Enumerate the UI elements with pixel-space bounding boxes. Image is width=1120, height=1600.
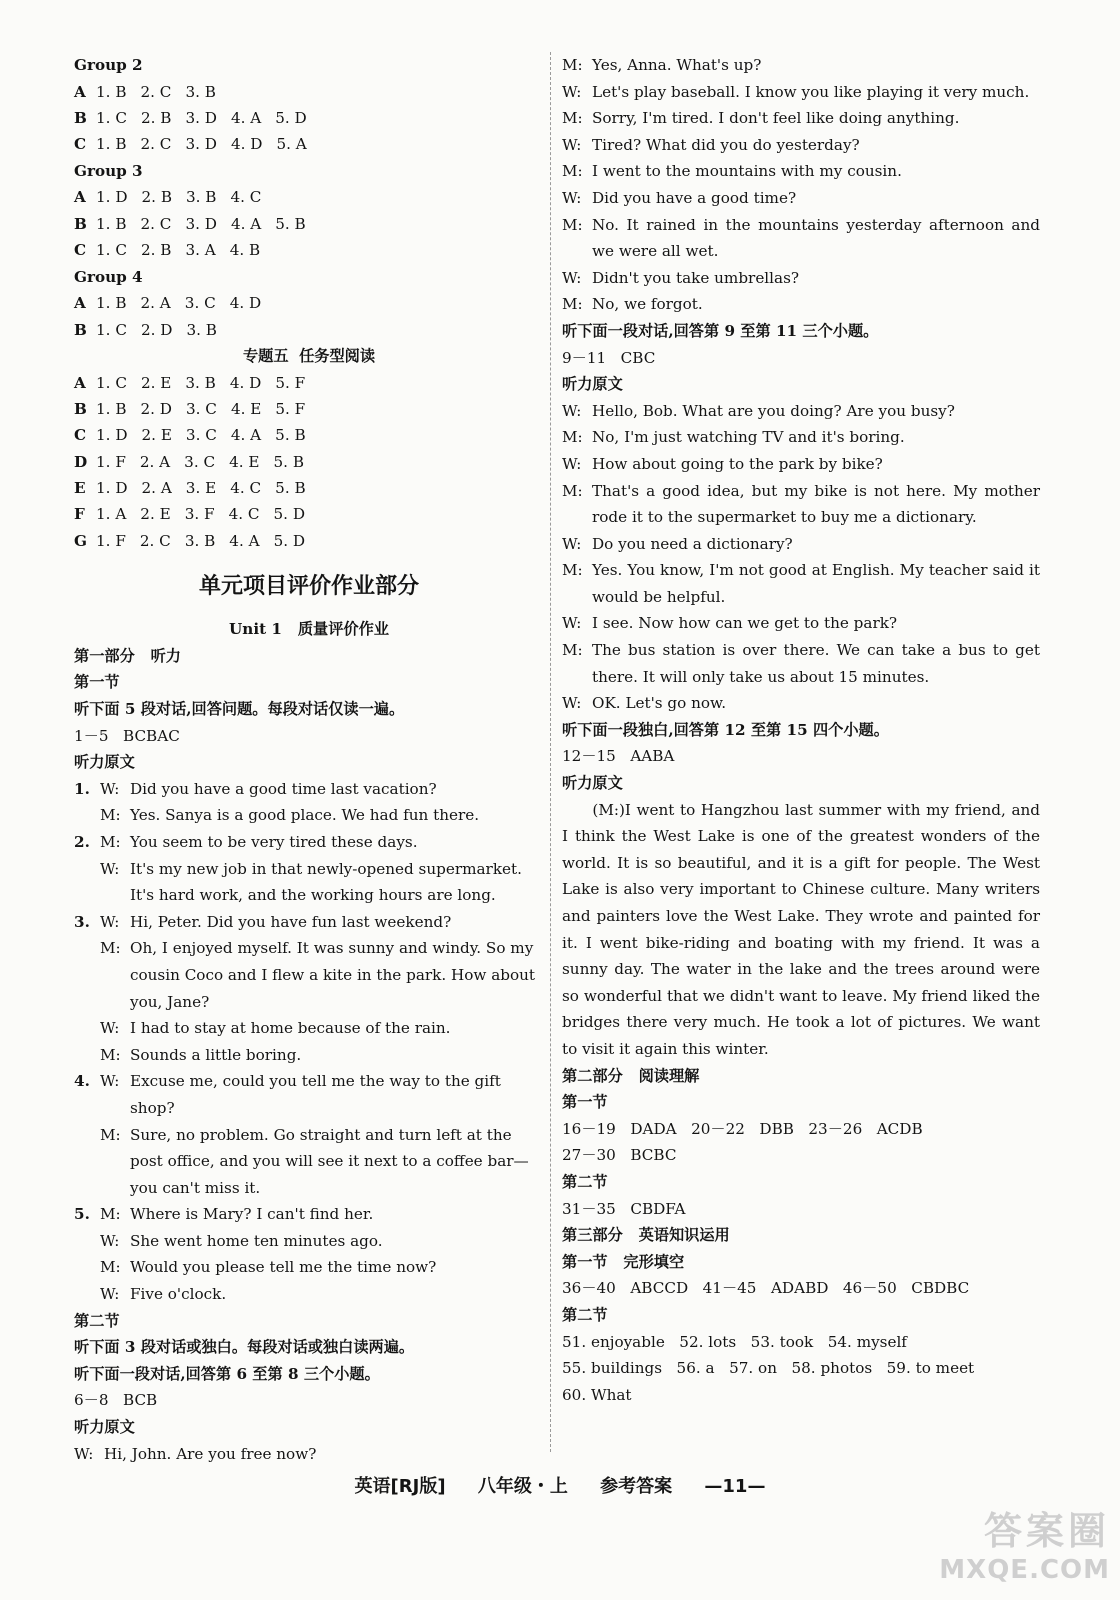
answer-item: 4. D xyxy=(230,135,263,154)
row-key: C xyxy=(74,426,87,445)
speech: She went home ten minutes ago. xyxy=(130,1231,383,1250)
row-key: A xyxy=(74,188,86,207)
indent xyxy=(74,802,100,829)
answer-item: 4. C xyxy=(230,479,262,498)
part-heading: 第三部分 英语知识运用 xyxy=(562,1226,730,1245)
answer-item: 2. C xyxy=(140,135,172,154)
section-heading: 第二节 xyxy=(562,1172,608,1191)
speech: Hello, Bob. What are you doing? Are you busy? xyxy=(592,401,955,420)
dialogue-line xyxy=(74,802,544,829)
speech: No. It rained in the mountains yesterday afternoon and we were all wet. xyxy=(592,215,1040,261)
instruction: 听下面 3 段对话或独白。每段对话或独白读两遍。 xyxy=(74,1338,415,1357)
dialogue-number: 3. xyxy=(74,912,90,931)
speech: OK. Let's go now. xyxy=(592,694,727,713)
dialogue-line xyxy=(562,451,1040,478)
answer-item: 3. D xyxy=(185,214,217,233)
answer-item: 4. A xyxy=(230,214,262,233)
topic-answers xyxy=(74,370,544,555)
speech: It's my new job in that newly-opened supermarket. It's hard work, and the working hours are long. xyxy=(130,859,522,905)
dialogue-line xyxy=(74,1441,544,1468)
answer-item: 5. D xyxy=(273,505,306,524)
speech: You seem to be very tired these days. xyxy=(130,832,418,851)
speaker: W: xyxy=(100,1285,120,1304)
dialogue-line xyxy=(562,424,1040,451)
speech: Sorry, I'm tired. I don't feel like doing anything. xyxy=(592,109,960,128)
answer-row xyxy=(74,528,544,554)
speaker: W: xyxy=(100,1019,120,1038)
dialogue-line xyxy=(562,690,1040,717)
answer-item: 4. C xyxy=(228,505,260,524)
footer-grade: 八年级・上 xyxy=(477,1476,568,1497)
speech: Yes, Anna. What's up? xyxy=(592,56,762,74)
answer-item: 3. B xyxy=(185,373,216,392)
speech: Let's play baseball. I know you like playing it very much. xyxy=(592,82,1030,101)
answer-item: 2. B xyxy=(141,188,172,207)
answer-row xyxy=(74,370,544,396)
answer-row xyxy=(74,131,544,157)
answer-item: 1. B xyxy=(96,399,127,418)
speaker: W: xyxy=(562,534,582,553)
dialogue-line xyxy=(562,265,1040,292)
answer-row xyxy=(74,211,544,237)
dialogue-line xyxy=(562,79,1040,106)
section-heading: 第二节 xyxy=(562,1305,608,1324)
speech: Do you need a dictionary? xyxy=(592,534,793,553)
answer-item: 5. A xyxy=(276,135,307,154)
answer-item: 2. A xyxy=(141,479,172,498)
part-heading: 第一部分 听力 xyxy=(74,646,181,665)
row-key: A xyxy=(74,373,86,392)
answer-item: 2. A xyxy=(140,294,171,313)
answer-line: 31－35 CBDFA xyxy=(562,1199,686,1218)
dialogue-number: 5. xyxy=(74,1205,90,1224)
answer-item: 2. A xyxy=(139,452,171,471)
answer-item: 3. B xyxy=(185,188,217,207)
row-key: C xyxy=(74,241,87,260)
speaker: M: xyxy=(100,832,121,851)
speaker: M: xyxy=(100,1205,121,1224)
answer-row xyxy=(74,79,544,105)
dialogue-line xyxy=(562,610,1040,637)
watermark-line1: 答案圈 xyxy=(983,1509,1110,1553)
group-title: Group 3 xyxy=(74,161,143,180)
speaker: M: xyxy=(562,295,583,314)
row-key: E xyxy=(74,479,86,498)
speech: Hi, Peter. Did you have fun last weekend? xyxy=(130,912,452,931)
answer-item: 2. D xyxy=(140,399,172,418)
answer-item: 4. D xyxy=(229,373,262,392)
answer-item: 1. D xyxy=(96,479,128,498)
answer-item: 3. F xyxy=(184,505,215,524)
watermark-line2: MXQE.COM xyxy=(939,1555,1110,1585)
answer-item: 2. C xyxy=(140,214,172,233)
dialogue-line xyxy=(74,909,544,936)
indent xyxy=(74,1228,100,1255)
instruction: 听下面一段对话,回答第 6 至第 8 三个小题。 xyxy=(74,1364,380,1383)
footer-subject: 英语[RJ版] xyxy=(354,1476,446,1497)
answer-line: 9－11 CBC xyxy=(562,348,656,367)
speech: Didn't you take umbrellas? xyxy=(592,268,800,287)
speaker: W: xyxy=(562,135,582,154)
speaker: W: xyxy=(562,694,582,713)
dialogue-line xyxy=(562,52,1040,79)
instruction: 听下面一段独白,回答第 12 至第 15 四个小题。 xyxy=(562,720,889,739)
row-key: A xyxy=(74,294,86,313)
speech: Sure, no problem. Go straight and turn left at the post office, and you will see it next to a coffee bar—you can't miss it. xyxy=(130,1125,529,1197)
dialogue-line xyxy=(562,291,1040,318)
answer-item: 2. D xyxy=(140,320,173,339)
speaker: W: xyxy=(562,82,582,101)
answer-item: 1. C xyxy=(96,241,127,260)
indent xyxy=(74,1254,100,1281)
dialogue-line xyxy=(562,105,1040,132)
answer-item: 4. B xyxy=(229,241,261,260)
section-heading: 第一节 完形填空 xyxy=(562,1252,685,1271)
speaker: W: xyxy=(100,1072,120,1091)
answer-row xyxy=(74,422,544,448)
listening-label: 听力原文 xyxy=(562,375,623,394)
speaker: W: xyxy=(562,268,582,287)
answer-item: 4. A xyxy=(230,108,262,127)
answer-line: 36－40 ABCCD 41－45 ADABD 46－50 CBDBC xyxy=(562,1279,970,1298)
speaker: W: xyxy=(74,1444,94,1463)
answer-item: 1. B xyxy=(96,214,127,233)
answer-item: 5. B xyxy=(275,426,306,445)
speech: Yes. You know, I'm not good at English. My teacher said it would be helpful. xyxy=(592,561,1040,606)
speech: I had to stay at home because of the rain. xyxy=(130,1019,451,1038)
answer-item: 2. C xyxy=(139,531,171,550)
speaker: M: xyxy=(100,1045,121,1064)
speaker: M: xyxy=(562,641,583,660)
instruction: 听下面一段对话,回答第 9 至第 11 三个小题。 xyxy=(562,321,879,340)
answer-line: 51. enjoyable 52. lots 53. took 54. myself xyxy=(562,1332,907,1351)
dialogue-line xyxy=(74,829,544,856)
dialogue-line xyxy=(74,1068,544,1121)
answer-groups xyxy=(74,52,544,343)
dialogue-line xyxy=(562,212,1040,265)
speech: That's a good idea, but my bike is not here. My mother rode it to the supermarket to buy me a dictionary. xyxy=(592,481,1040,527)
answer-item: 1. D xyxy=(96,188,128,207)
answer-item: 3. C xyxy=(185,426,217,445)
answer-item: 5. F xyxy=(275,399,306,418)
dialogue-line xyxy=(562,557,1040,610)
listening-label: 听力原文 xyxy=(562,774,623,793)
dialogue-line xyxy=(74,1281,544,1308)
row-key: B xyxy=(74,320,87,339)
unit-title: Unit 1 质量评价作业 xyxy=(229,620,389,639)
answer-item: 1. F xyxy=(96,452,126,471)
answer-item: 3. D xyxy=(185,108,217,127)
answer-row xyxy=(74,237,544,263)
speech: Hi, John. Are you free now? xyxy=(104,1444,317,1463)
speech: Would you please tell me the time now? xyxy=(130,1258,437,1277)
dialogue-line xyxy=(74,1042,544,1069)
dialogue-line xyxy=(74,856,544,909)
answer-item: 4. E xyxy=(230,399,262,418)
answer-item: 3. C xyxy=(184,452,216,471)
dialogue-line xyxy=(74,1254,544,1281)
dialogue-line xyxy=(74,1015,544,1042)
answer-item: 2. C xyxy=(140,82,172,101)
dialogue-line xyxy=(562,637,1040,690)
answer-item: 3. C xyxy=(184,294,216,313)
row-key: C xyxy=(74,135,87,154)
listening-label: 听力原文 xyxy=(74,753,135,772)
answer-item: 5. D xyxy=(275,108,307,127)
speech: Tired? What did you do yesterday? xyxy=(592,135,860,154)
answer-row xyxy=(74,105,544,131)
answer-item: 1. B xyxy=(96,135,127,154)
answer-item: 1. C xyxy=(96,108,127,127)
indent xyxy=(74,935,100,1015)
speaker: M: xyxy=(100,806,121,825)
answer-item: 1. B xyxy=(96,82,127,101)
speaker: W: xyxy=(562,454,582,473)
answer-item: 3. A xyxy=(185,241,216,260)
left-column xyxy=(74,52,544,1467)
dialogue-line xyxy=(562,531,1040,558)
speaker: M: xyxy=(562,215,583,234)
dialogue-line xyxy=(74,935,544,1015)
answer-item: 2. B xyxy=(140,108,172,127)
answer-row xyxy=(74,290,544,316)
answer-row xyxy=(74,184,544,210)
dialogue-line xyxy=(562,132,1040,159)
speaker: M: xyxy=(562,56,583,74)
row-key: G xyxy=(74,531,87,550)
dialogue-block xyxy=(562,52,1040,318)
answer-row xyxy=(74,475,544,501)
speaker: M: xyxy=(562,481,583,500)
answer-line: 6－8 BCB xyxy=(74,1391,158,1410)
answer-row xyxy=(74,317,544,343)
answer-line: 12－15 AABA xyxy=(562,747,675,766)
speaker: M: xyxy=(100,1258,121,1277)
column-divider xyxy=(550,52,551,1452)
row-key: D xyxy=(74,452,88,471)
dialogue-line xyxy=(562,398,1040,425)
dialogue-number: 1. xyxy=(74,779,90,798)
speaker: M: xyxy=(100,939,121,958)
answer-item: 1. C xyxy=(96,320,127,339)
speaker: W: xyxy=(100,859,120,878)
speaker: M: xyxy=(562,109,583,128)
answer-item: 3. B xyxy=(186,320,217,339)
row-key: F xyxy=(74,505,85,524)
dialogue-line xyxy=(74,1122,544,1202)
answer-item: 4. A xyxy=(229,531,260,550)
section-title: 单元项目评价作业部分 xyxy=(198,574,419,600)
answer-line: 55. buildings 56. a 57. on 58. photos 59. to meet xyxy=(562,1359,975,1378)
answer-line: 1－5 BCBAC xyxy=(74,726,180,745)
speech: Excuse me, could you tell me the way to the gift shop? xyxy=(130,1072,501,1117)
answer-item: 5. B xyxy=(275,479,306,498)
speech: Five o'clock. xyxy=(130,1285,227,1304)
answer-item: 5. B xyxy=(275,214,306,233)
answer-item: 1. D xyxy=(96,426,128,445)
speaker: W: xyxy=(562,188,582,207)
answer-row xyxy=(74,449,544,475)
answer-item: 3. B xyxy=(185,82,216,101)
dialogue-line xyxy=(562,158,1040,185)
answer-item: 3. E xyxy=(185,479,217,498)
row-key: B xyxy=(74,214,87,233)
answer-item: 4. D xyxy=(229,294,262,313)
speech: Where is Mary? I can't find her. xyxy=(130,1205,374,1224)
speaker: W: xyxy=(100,779,120,798)
answer-item: 1. C xyxy=(96,373,127,392)
answer-item: 3. C xyxy=(185,399,217,418)
dialogues xyxy=(74,776,544,1308)
answer-item: 4. E xyxy=(229,452,260,471)
speaker: M: xyxy=(562,162,583,181)
answer-line: 16－19 DADA 20－22 DBB 23－26 ACDB xyxy=(562,1119,923,1138)
answer-item: 2. E xyxy=(141,426,172,445)
answer-item: 5. D xyxy=(273,531,306,550)
speech: Yes. Sanya is a good place. We had fun there. xyxy=(130,806,480,825)
speech: I went to the mountains with my cousin. xyxy=(592,162,902,181)
dialogue-number: 2. xyxy=(74,832,90,851)
dialogue-line xyxy=(74,1201,544,1228)
row-key: A xyxy=(74,82,86,101)
page-number: —11— xyxy=(704,1476,766,1497)
answer-item: 1. F xyxy=(96,531,126,550)
answer-row xyxy=(74,396,544,422)
speech: I see. Now how can we get to the park? xyxy=(592,614,898,633)
speech: No, we forgot. xyxy=(592,295,703,314)
part-heading: 第二部分 阅读理解 xyxy=(562,1066,700,1085)
answer-line: 60. What xyxy=(562,1385,632,1404)
right-column xyxy=(562,52,1040,1408)
answer-line: 27－30 BCBC xyxy=(562,1146,677,1165)
speech: No, I'm just watching TV and it's boring. xyxy=(592,428,905,447)
speaker: W: xyxy=(100,912,120,931)
answer-row xyxy=(74,501,544,527)
topic-title: 专题五 任务型阅读 xyxy=(242,346,376,365)
speech: Oh, I enjoyed myself. It was sunny and windy. So my cousin Coco and I flew a kite in the park. How about you, Jane? xyxy=(130,939,536,1011)
dialogue-line xyxy=(562,185,1040,212)
speech: The bus station is over there. We can take a bus to get there. It will only take us about 15 minutes. xyxy=(592,641,1040,686)
instruction: 听下面 5 段对话,回答问题。每段对话仅读一遍。 xyxy=(74,700,405,719)
answer-item: 4. C xyxy=(230,188,262,207)
dialogue-line xyxy=(562,478,1040,531)
section-heading: 第二节 xyxy=(74,1311,120,1330)
speaker: M: xyxy=(562,428,583,447)
group-title: Group 2 xyxy=(74,56,143,74)
speech: Sounds a little boring. xyxy=(130,1045,302,1064)
answer-item: 3. B xyxy=(184,531,216,550)
listening-label: 听力原文 xyxy=(74,1418,135,1437)
footer-label: 参考答案 xyxy=(600,1476,673,1497)
group-title: Group 4 xyxy=(74,267,143,286)
section-heading: 第一节 xyxy=(562,1093,608,1112)
indent xyxy=(74,1042,100,1069)
dialogue-number: 4. xyxy=(74,1072,90,1091)
answer-item: 1. A xyxy=(96,505,127,524)
speaker: W: xyxy=(562,614,582,633)
answer-item: 2. B xyxy=(140,241,172,260)
watermark-logo xyxy=(900,1500,1110,1594)
indent xyxy=(74,1122,100,1202)
speaker: W: xyxy=(562,401,582,420)
dialogue-line xyxy=(74,776,544,803)
answer-item: 3. D xyxy=(185,135,217,154)
page-footer xyxy=(0,1472,1120,1498)
answer-item: 1. B xyxy=(96,294,127,313)
row-key: B xyxy=(74,108,87,127)
dialogue-line xyxy=(74,1228,544,1255)
monologue: (M:)I went to Hangzhou last summer with my friend, and I think the West Lake is one of the greatest wonders of the world. It is so beautiful, and it is a gift for people. The West Lake is also very important to Chinese culture. Many writers and painters love the West Lake. They wrote and painted for it. I went bike-riding and boating with my friend. It was a sunny day. The water in the lake and the trees around were so wonderful that we didn't want to leave. My friend liked the bridges there very much. He took a lot of pictures. We want to visit it again this winter. xyxy=(562,800,1040,1058)
indent xyxy=(74,1015,100,1042)
answer-item: 2. E xyxy=(140,505,171,524)
indent xyxy=(74,856,100,909)
indent xyxy=(74,1281,100,1308)
speaker: M: xyxy=(100,1125,121,1144)
answer-item: 5. B xyxy=(273,452,304,471)
answer-item: 5. F xyxy=(275,373,306,392)
row-key: B xyxy=(74,399,87,418)
speech: How about going to the park by bike? xyxy=(592,454,883,473)
dialogue-block xyxy=(562,398,1040,717)
speech: Did you have a good time last vacation? xyxy=(130,779,437,798)
speech: Did you have a good time? xyxy=(592,188,797,207)
section-heading: 第一节 xyxy=(74,673,120,692)
speaker: M: xyxy=(562,561,583,580)
answer-item: 2. E xyxy=(140,373,172,392)
answer-item: 4. A xyxy=(230,426,262,445)
speaker: W: xyxy=(100,1231,120,1250)
